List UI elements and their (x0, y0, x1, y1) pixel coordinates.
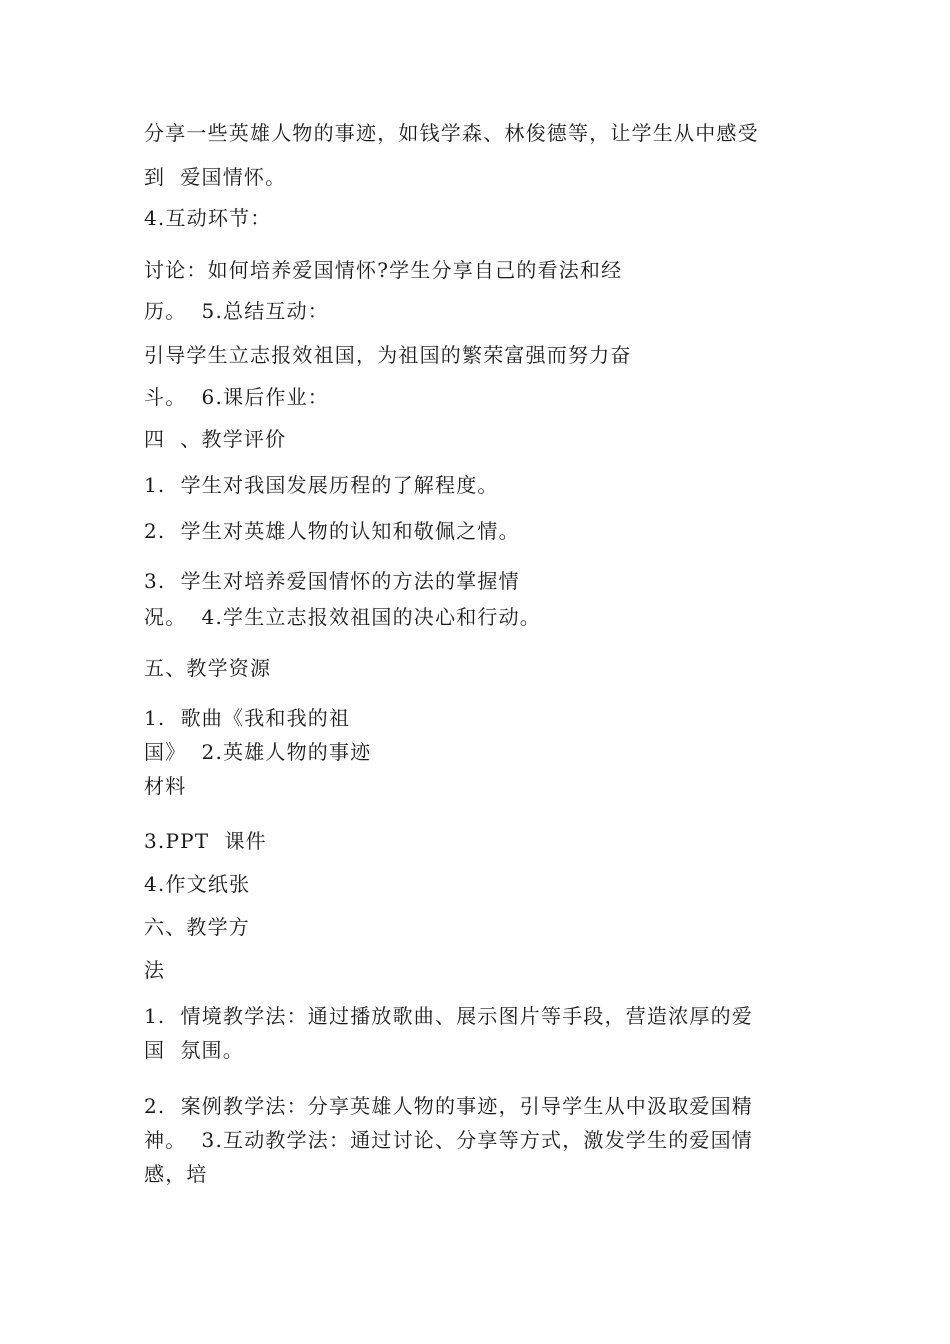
text-line: 到 爱国情怀。 (144, 165, 287, 189)
text-line: 历。 5.总结互动： (144, 299, 329, 323)
text-line: 引导学生立志报效祖国，为祖国的繁荣富强而努力奋 (144, 343, 632, 367)
text-line: 1. 情境教学法：通过播放歌曲、展示图片等手段，营造浓厚的爱 (144, 1004, 753, 1028)
section-heading: 五、教学资源 (144, 656, 272, 680)
text-line: 3.PPT 课件 (144, 829, 267, 853)
text-line: 4.作文纸张 (144, 872, 251, 896)
text-line: 2. 学生对英雄人物的认知和敬佩之情。 (144, 519, 520, 543)
text-line: 2. 案例教学法：分享英雄人物的事迹，引导学生从中汲取爱国精 (144, 1094, 753, 1118)
section-heading: 六、教学方 (144, 915, 250, 939)
text-line: 1. 歌曲《我和我的祖 (144, 706, 351, 730)
text-line: 况。 4.学生立志报效祖国的决心和行动。 (144, 605, 541, 629)
text-line: 1. 学生对我国发展历程的了解程度。 (144, 473, 499, 497)
text-line: 分享一些英雄人物的事迹，如钱学森、林俊德等，让学生从中感受 (144, 121, 759, 145)
text-line: 感，培 (144, 1162, 208, 1186)
text-line: 讨论：如何培养爱国情怀?学生分享自己的看法和经 (144, 258, 623, 282)
text-line: 神。 3.互动教学法：通过讨论、分享等方式，激发学生的爱国情 (144, 1128, 753, 1152)
text-line: 国》 2.英雄人物的事迹 (144, 740, 372, 764)
text-line: 3. 学生对培养爱国情怀的方法的掌握情 (144, 569, 520, 593)
section-heading: 法 (144, 958, 166, 982)
text-line: 斗。 6.课后作业： (144, 385, 329, 409)
text-line: 4.互动环节： (144, 206, 272, 230)
text-line: 国 氛围。 (144, 1038, 244, 1062)
text-line: 材料 (144, 774, 187, 798)
section-heading: 四 、教学评价 (144, 427, 287, 451)
